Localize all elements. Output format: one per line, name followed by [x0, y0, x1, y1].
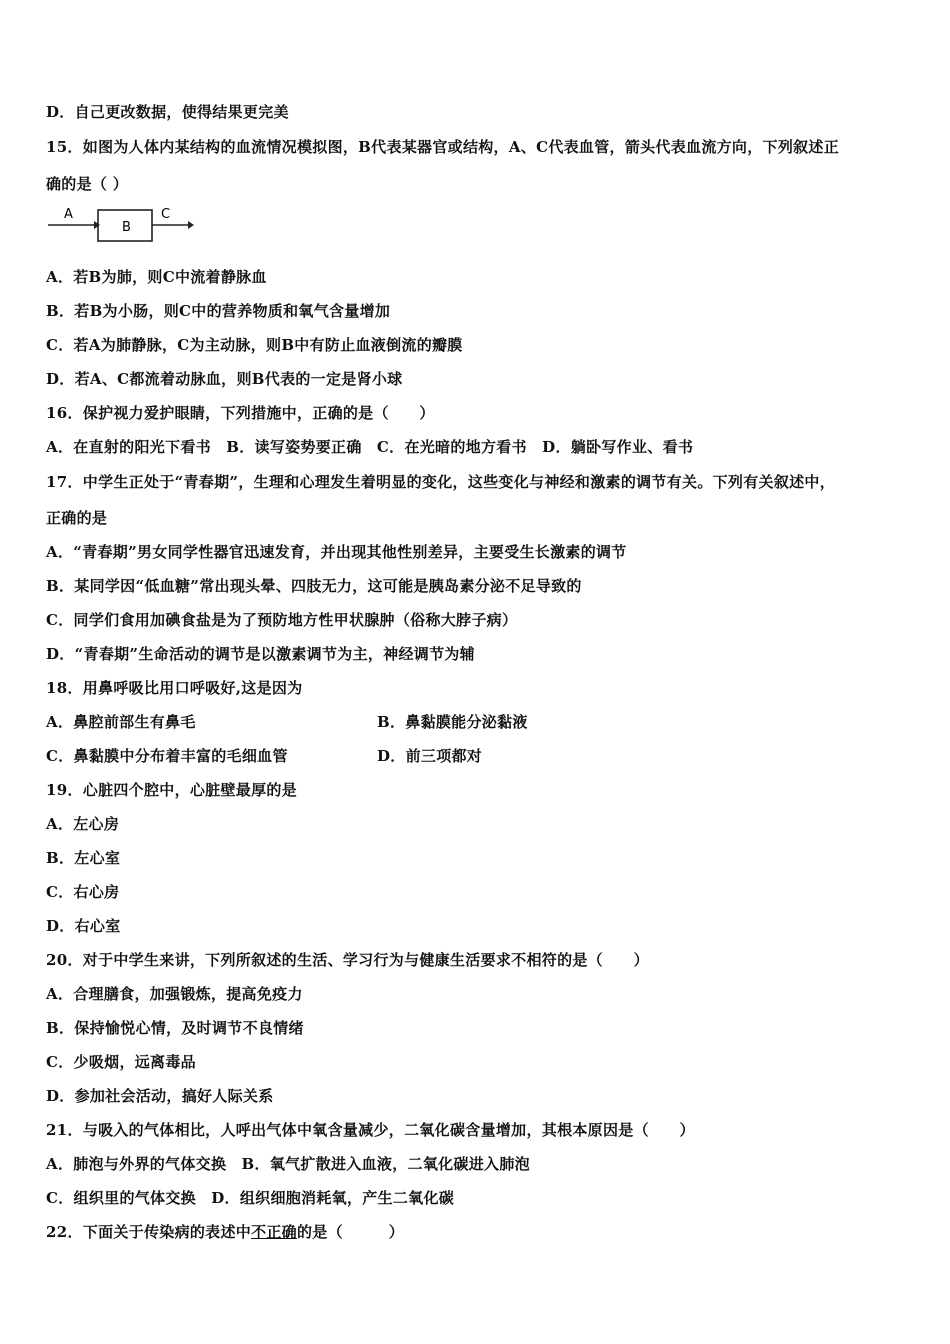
- q17-option-d: D．“青春期”生命活动的调节是以激素调节为主，神经调节为辅: [46, 645, 475, 663]
- q20-stem: 20．对于中学生来讲，下列所叙述的生活、学习行为与健康生活要求不相符的是（ ）: [46, 951, 649, 969]
- q19-stem: 19．心脏四个腔中，心脏壁最厚的是: [46, 781, 297, 799]
- q22-stem-prefix: 22．下面关于传染病的表述中: [46, 1223, 252, 1241]
- diagram-label-c: C: [161, 207, 171, 222]
- q17-option-c: C．同学们食用加碘食盐是为了预防地方性甲状腺肿（俗称大脖子病）: [46, 611, 518, 629]
- diagram-label-a: A: [64, 207, 73, 222]
- q21-options-cd: C．组织里的气体交换 D．组织细胞消耗氧，产生二氧化碳: [46, 1189, 455, 1207]
- q20-option-a: A．合理膳食，加强锻炼，提高免疫力: [46, 985, 303, 1003]
- q22-underlined-word: 不正确: [251, 1223, 297, 1241]
- q21-options-ab: A．肺泡与外界的气体交换 B．氧气扩散进入血液，二氧化碳进入肺泡: [46, 1155, 530, 1173]
- blood-flow-diagram: [44, 203, 204, 243]
- q17-stem-line2: 正确的是: [46, 509, 108, 527]
- q19-option-c: C．右心房: [46, 883, 120, 901]
- q15-stem-line1: 15．如图为人体内某结构的血流情况模拟图，B代表某器官或结构，A、C代表血管，箭头代表血流方向，下列叙述正: [46, 138, 840, 156]
- q18-stem: 18．用鼻呼吸比用口呼吸好,这是因为: [46, 679, 303, 697]
- q21-stem: 21．与吸入的气体相比，人呼出气体中氧含量减少，二氧化碳含量增加，其根本原因是（ ）: [46, 1121, 695, 1139]
- q18-option-b: B．鼻黏膜能分泌黏液: [377, 713, 528, 731]
- q18-option-c: C．鼻黏膜中分布着丰富的毛细血管: [46, 747, 288, 765]
- q20-option-b: B．保持愉悦心情，及时调节不良情绪: [46, 1019, 304, 1037]
- q20-option-c: C．少吸烟，远离毒品: [46, 1053, 196, 1071]
- q20-option-d: D．参加社会活动，搞好人际关系: [46, 1087, 274, 1105]
- q15-option-a: A．若B为肺，则C中流着静脉血: [46, 268, 267, 286]
- q22-stem-suffix: 的是（ ）: [296, 1223, 405, 1241]
- q17-option-b: B．某同学因“低血糖”常出现头晕、四肢无力，这可能是胰岛素分泌不足导致的: [46, 577, 582, 595]
- q14-option-d: D．自己更改数据，使得结果更完美: [46, 103, 289, 121]
- q22-stem: [46, 1222, 404, 1242]
- q17-stem-line1: 17．中学生正处于“青春期”，生理和心理发生着明显的变化，这些变化与神经和激素的调节有关。下列有关叙述中，: [46, 473, 836, 491]
- q19-option-b: B．左心室: [46, 849, 121, 867]
- q15-option-d: D．若A、C都流着动脉血，则B代表的一定是肾小球: [46, 370, 403, 388]
- q18-option-d: D．前三项都对: [377, 747, 483, 765]
- q15-option-b: B．若B为小肠，则C中的营养物质和氧气含量增加: [46, 302, 391, 320]
- q19-option-a: A．左心房: [46, 815, 120, 833]
- q16-options: A．在直射的阳光下看书 B．读写姿势要正确 C．在光暗的地方看书 D．躺卧写作业、看书: [46, 438, 694, 456]
- q16-stem: 16．保护视力爱护眼睛，下列措施中，正确的是（ ）: [46, 404, 435, 422]
- diagram-label-b: B: [122, 220, 131, 235]
- q18-option-a: A．鼻腔前部生有鼻毛: [46, 713, 196, 731]
- q19-option-d: D．右心室: [46, 917, 121, 935]
- q17-option-a: A．“青春期”男女同学性器官迅速发育，并出现其他性别差异，主要受生长激素的调节: [46, 543, 627, 561]
- q15-option-c: C．若A为肺静脉，C为主动脉，则B中有防止血液倒流的瓣膜: [46, 336, 463, 354]
- diagram-arrowhead-a: [94, 221, 100, 229]
- diagram-arrowhead-c: [188, 221, 194, 229]
- q15-stem-line2: 确的是（ ）: [46, 175, 129, 193]
